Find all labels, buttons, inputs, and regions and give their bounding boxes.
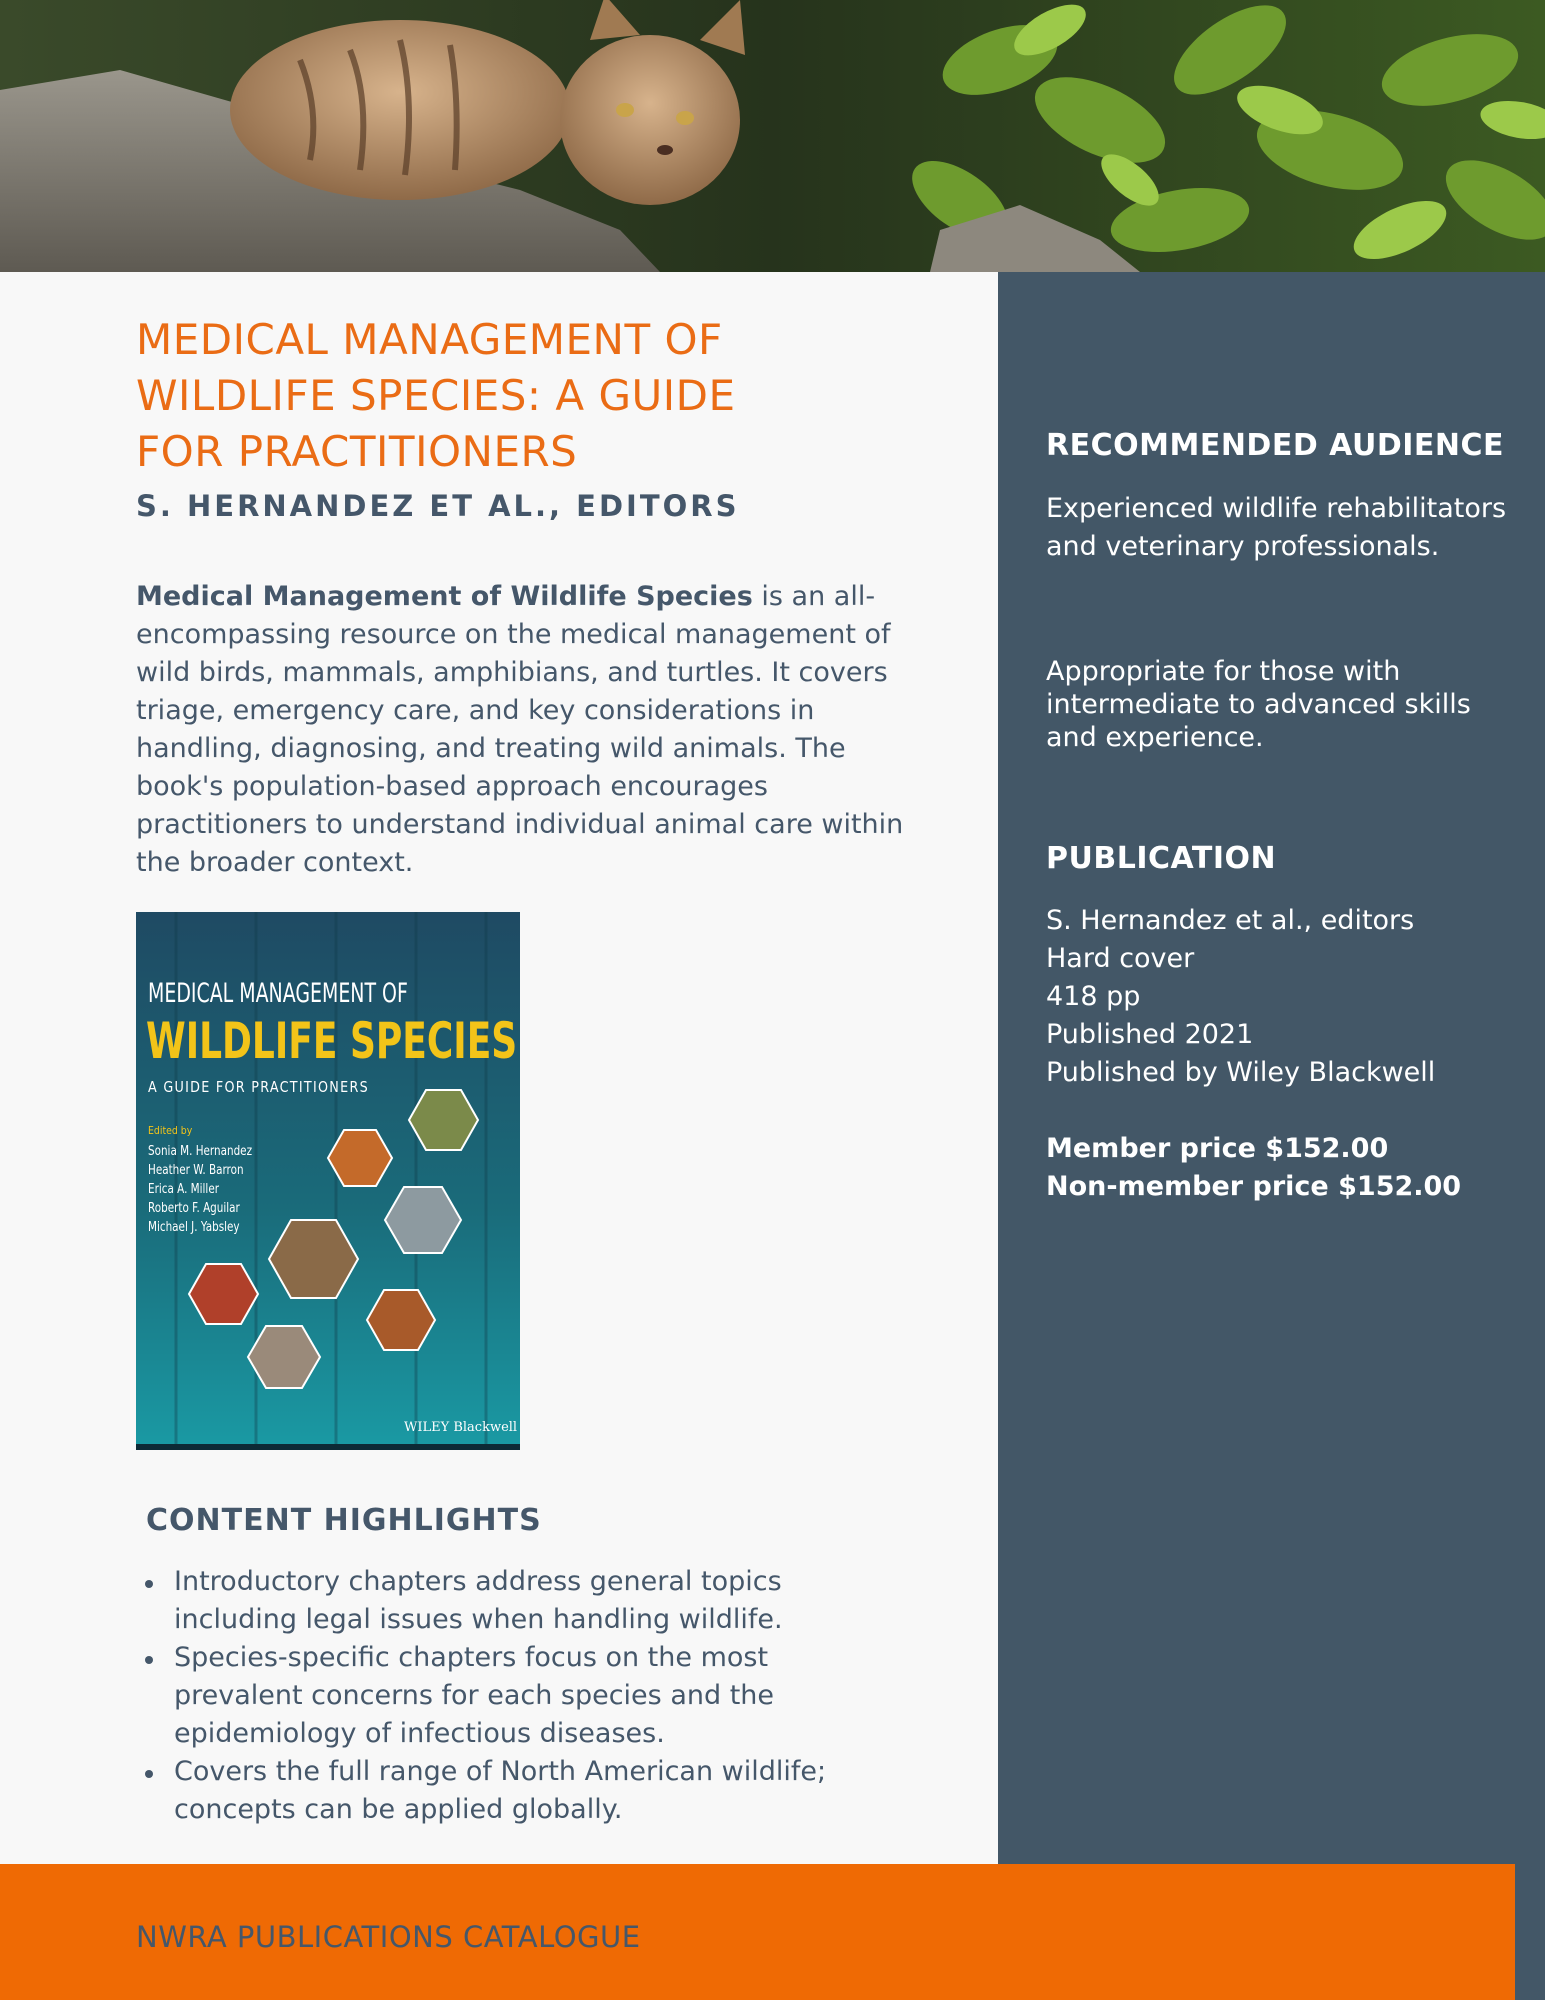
cover-text <box>136 912 520 1450</box>
cover-edited-by: Edited by <box>148 1124 193 1137</box>
hero-photo <box>0 0 1545 272</box>
description-bold-title: Medical Management of Wildlife Species <box>136 581 753 612</box>
footer-label: NWRA PUBLICATIONS CATALOGUE <box>136 1920 641 1954</box>
nonmember-price: Non-member price $152.00 <box>1046 1171 1462 1202</box>
prices <box>1046 1130 1461 1206</box>
list-item: Covers the full range of North American wildlife; concepts can be applied globally. <box>136 1753 896 1829</box>
cover-title-line2: WILDLIFE SPECIES <box>146 1012 518 1070</box>
cover-subtitle: A GUIDE FOR PRACTITIONERS <box>148 1078 369 1096</box>
cover-editor: Michael J. Yabsley <box>148 1220 240 1235</box>
audience-heading: RECOMMENDED AUDIENCE <box>1046 428 1504 463</box>
cover-editor: Heather W. Barron <box>148 1163 244 1178</box>
book-editors: S. HERNANDEZ ET AL., EDITORS <box>136 489 740 523</box>
bobcat-photo-illustration <box>0 0 1545 272</box>
list-item: Species-specific chapters focus on the most prevalent concerns for each species and the epidemiology of infectious diseases. <box>136 1639 896 1753</box>
publication-detail: Hard cover <box>1046 943 1195 974</box>
cover-editor: Roberto F. Aguilar <box>148 1201 240 1216</box>
member-price: Member price $152.00 <box>1046 1133 1389 1164</box>
publication-detail: Published by Wiley Blackwell <box>1046 1057 1436 1088</box>
publication-details <box>1046 902 1516 1092</box>
cover-editors <box>148 1142 252 1237</box>
book-title <box>136 312 896 480</box>
cover-title-line1: MEDICAL MANAGEMENT OF <box>148 978 408 1009</box>
title-line: MEDICAL MANAGEMENT OF <box>136 315 723 364</box>
publication-heading: PUBLICATION <box>1046 841 1277 876</box>
title-line: WILDLIFE SPECIES: A GUIDE <box>136 371 736 420</box>
cover-editor: Erica A. Miller <box>148 1182 219 1197</box>
publication-detail: 418 pp <box>1046 981 1141 1012</box>
highlights-heading: CONTENT HIGHLIGHTS <box>146 1503 542 1538</box>
title-line: FOR PRACTITIONERS <box>136 427 578 476</box>
book-description <box>136 578 936 882</box>
list-item: Introductory chapters address general topics including legal issues when handling wildlife. <box>136 1563 896 1639</box>
cover-editor: Sonia M. Hernandez <box>148 1144 253 1159</box>
cover-publisher: WILEY Blackwell <box>404 1420 518 1435</box>
book-cover <box>136 912 520 1450</box>
description-text: is an all-encompassing resource on the medical management of wild birds, mammals, amphibians, and turtles. It covers triage, emergency care, and key considerations in handling, diagnosing, and treating wild animals. The book's population-based approach encourages practitioners to understand individual animal care within the broader context. <box>136 581 904 878</box>
publication-detail: S. Hernandez et al., editors <box>1046 905 1415 936</box>
audience-para-2: Appropriate for those with intermediate to advanced skills and experience. <box>1046 656 1471 753</box>
audience-para-1: Experienced wildlife rehabilitators and veterinary professionals. <box>1046 493 1507 562</box>
highlights-list <box>136 1563 896 1829</box>
publication-detail: Published 2021 <box>1046 1019 1254 1050</box>
